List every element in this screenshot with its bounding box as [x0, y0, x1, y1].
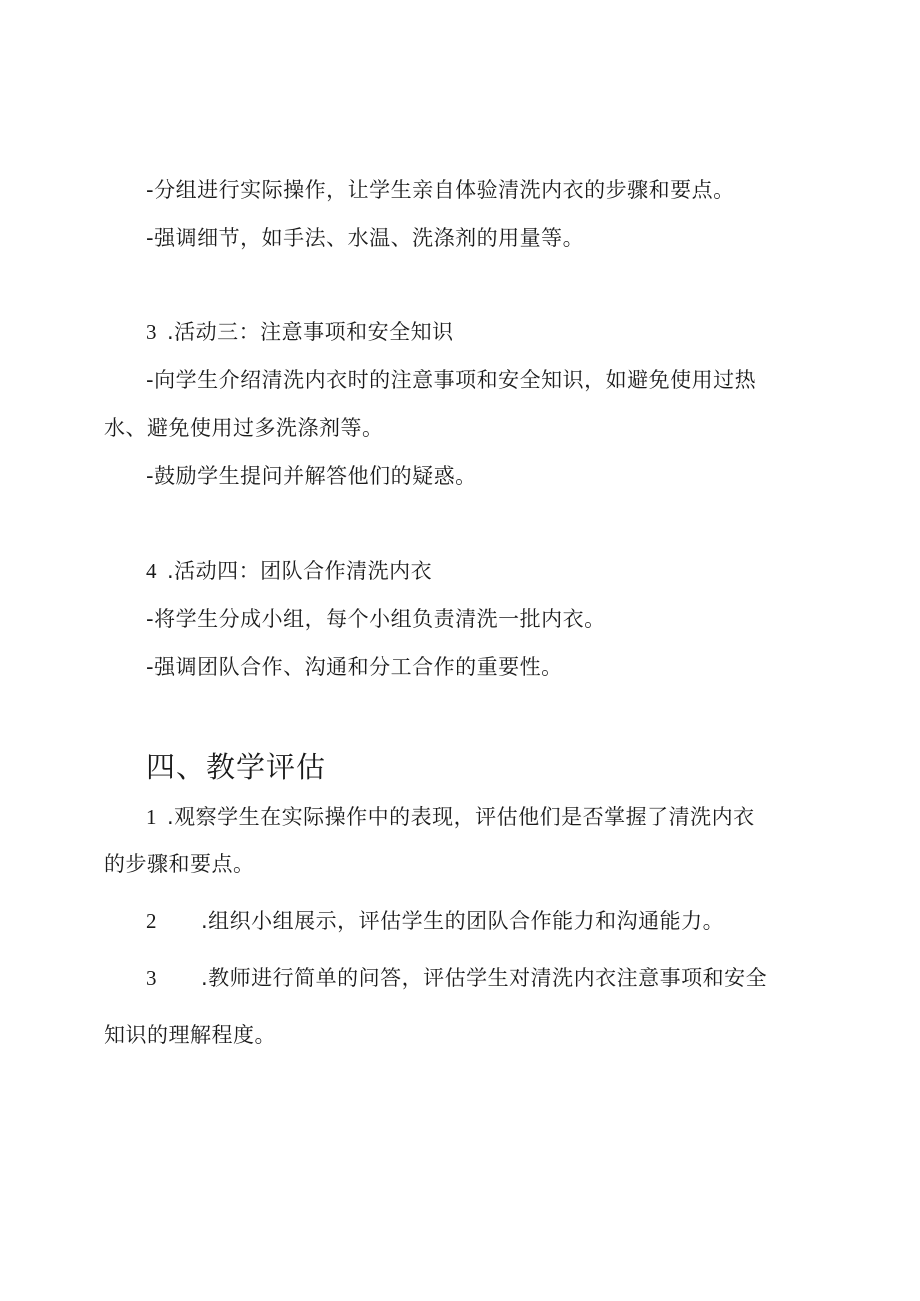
activity3-title-text: .活动三：注意事项和安全知识: [167, 320, 454, 344]
evaluation-item-3-number: 3: [146, 966, 157, 990]
bullet-hands-on-practice: -分组进行实际操作，让学生亲自体验清洗内衣的步骤和要点。: [146, 178, 735, 202]
evaluation-item-1-line2: 的步骤和要点。: [104, 852, 255, 876]
activity3-bullet1-line1: -向学生介绍清洗内衣时的注意事项和安全知识，如避免使用过热: [146, 368, 757, 392]
activity4-bullet2: -强调团队合作、沟通和分工合作的重要性。: [146, 655, 563, 679]
evaluation-item-3-line2: 知识的理解程度。: [104, 1023, 276, 1047]
activity3-number: 3: [146, 320, 157, 344]
evaluation-item-2: [146, 907, 724, 935]
evaluation-item-1-line1: [146, 803, 755, 831]
evaluation-item-3-line1: [146, 964, 767, 992]
bullet-emphasize-details: -强调细节，如手法、水温、洗涤剂的用量等。: [146, 226, 585, 250]
activity4-number: 4: [146, 559, 157, 583]
activity3-bullet2: -鼓励学生提问并解答他们的疑惑。: [146, 464, 477, 488]
evaluation-item-2-text: .组织小组展示，评估学生的团队合作能力和沟通能力。: [201, 909, 725, 933]
evaluation-heading: 四、教学评估: [146, 750, 327, 784]
activity3-title: [146, 318, 454, 346]
activity4-title-text: .活动四：团队合作清洗内衣: [167, 559, 433, 583]
evaluation-item-1-text: .观察学生在实际操作中的表现，评估他们是否掌握了清洗内衣: [167, 805, 755, 829]
activity4-title: [146, 557, 432, 585]
activity3-bullet1-line2: 水、避免使用过多洗涤剂等。: [104, 416, 384, 440]
evaluation-item-2-number: 2: [146, 909, 157, 933]
evaluation-item-1-number: 1: [146, 805, 157, 829]
evaluation-item-3-text: .教师进行简单的问答，评估学生对清洗内衣注意事项和安全: [201, 966, 768, 990]
activity4-bullet1: -将学生分成小组，每个小组负责清洗一批内衣。: [146, 607, 606, 631]
